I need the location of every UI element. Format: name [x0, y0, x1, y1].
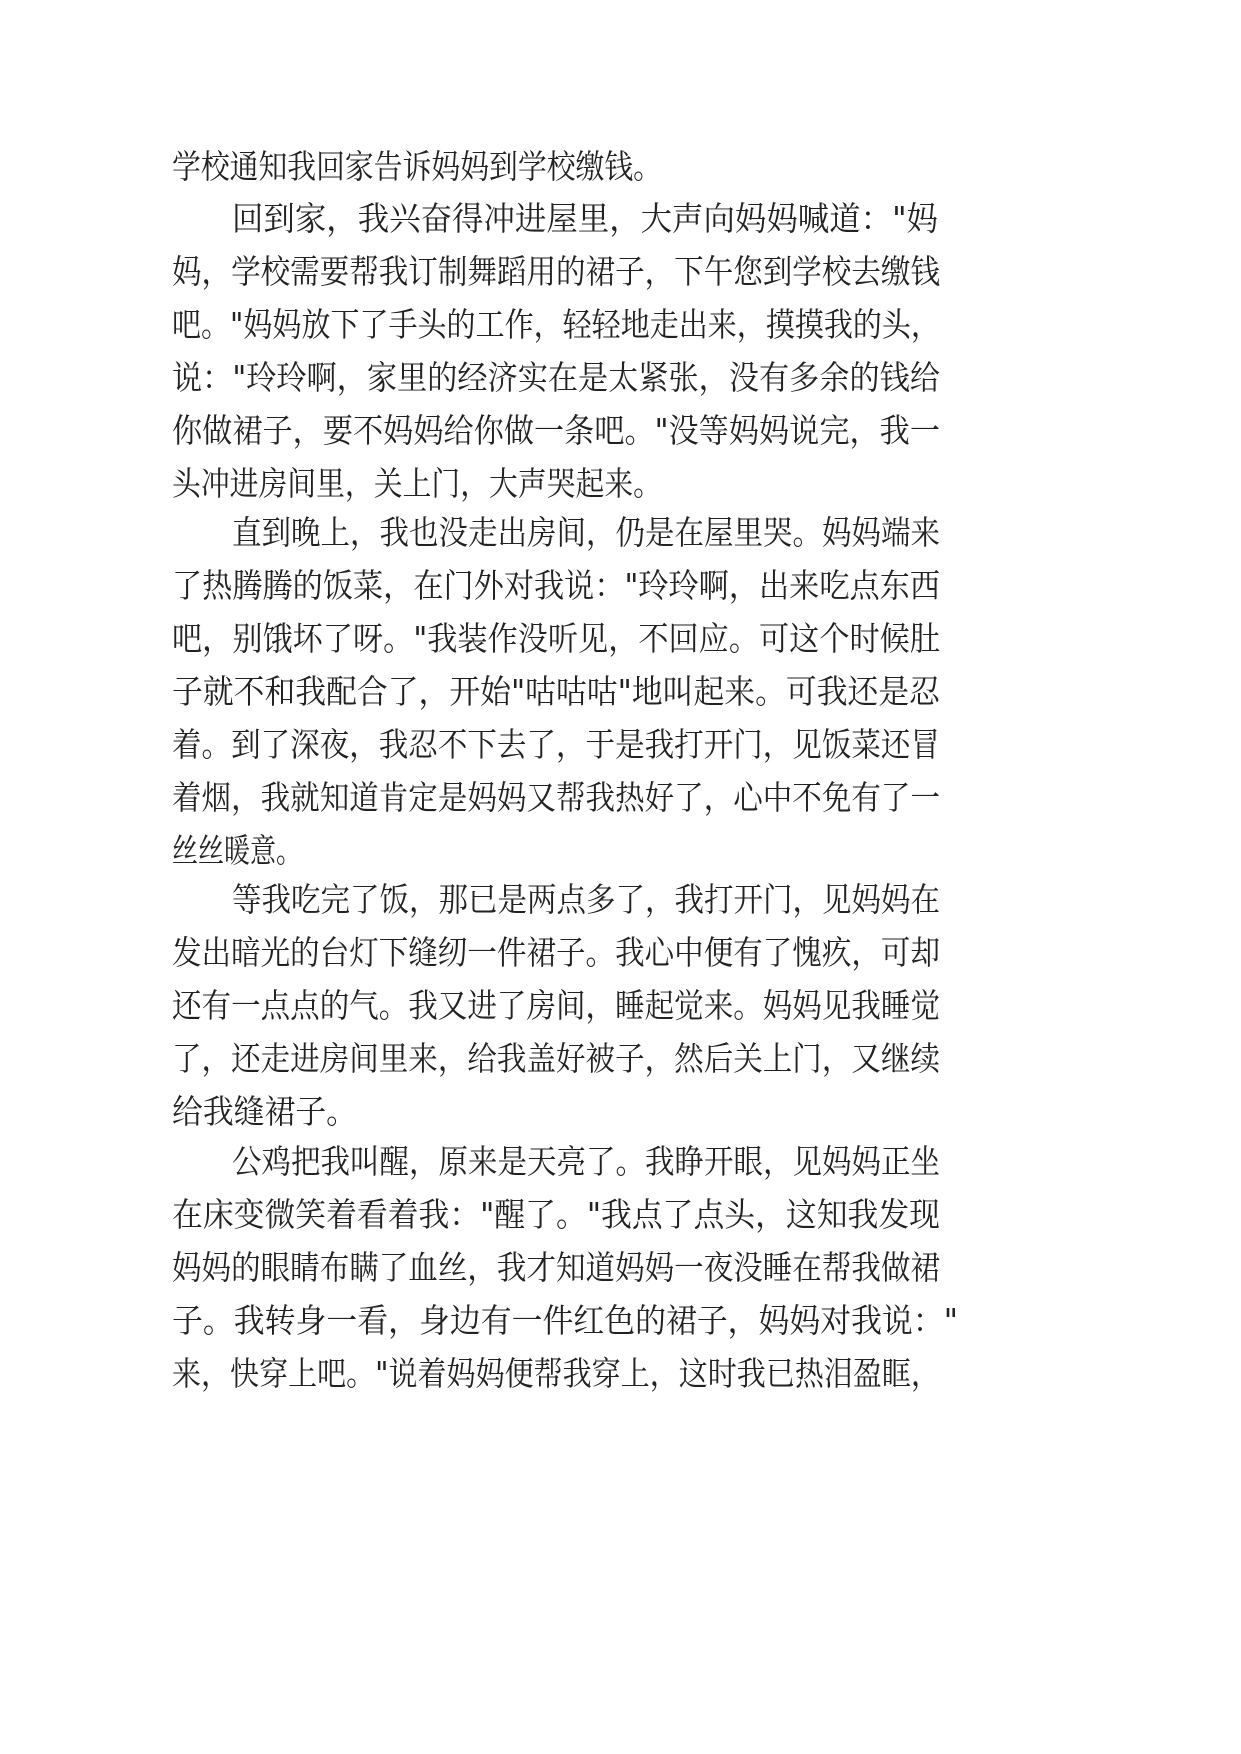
text-line — [0, 715, 1241, 775]
text-line-content: 等我吃完了饭，那已是两点多了，我打开门，见妈妈在 — [232, 880, 940, 919]
text-line — [0, 242, 1241, 302]
text-line — [0, 870, 1241, 930]
text-line-content: 给我缝裙子。 — [172, 1092, 357, 1131]
text-line — [0, 556, 1241, 616]
text-line — [0, 401, 1241, 461]
text-line-content: 子就不和我配合了，开始"咕咕咕"地叫起来。可我还是忍 — [172, 672, 941, 711]
text-line — [0, 137, 1241, 197]
text-line — [0, 503, 1241, 563]
text-line-content: 来，快穿上吧。"说着妈妈便帮我穿上，这时我已热泪盈眶， — [172, 1354, 940, 1393]
text-line — [0, 1132, 1241, 1192]
text-line — [0, 1344, 1241, 1404]
text-line — [0, 976, 1241, 1036]
text-line — [0, 923, 1241, 983]
text-line — [0, 295, 1241, 355]
text-line-content: 子。我转身一看，身边有一件红色的裙子，妈妈对我说：" — [172, 1301, 958, 1340]
text-line-content: 了，还走进房间里来，给我盖好被子，然后关上门，又继续 — [172, 1039, 940, 1078]
text-line-content: 回到家，我兴奋得冲进屋里，大声向妈妈喊道："妈 — [232, 199, 938, 238]
text-line — [0, 1238, 1241, 1298]
text-line-content: 丝丝暖意。 — [172, 831, 303, 870]
text-line-content: 学校通知我回家告诉妈妈到学校缴钱。 — [172, 147, 662, 186]
text-line — [0, 768, 1241, 828]
text-line — [0, 348, 1241, 408]
text-line-content: 着。到了深夜，我忍不下去了，于是我打开门，见饭菜还冒 — [172, 725, 940, 764]
text-line-content: 着烟，我就知道肯定是妈妈又帮我热好了，心中不免有了一 — [172, 778, 940, 817]
text-line-content: 妈妈的眼睛布瞒了血丝，我才知道妈妈一夜没睡在帮我做裙 — [172, 1248, 940, 1287]
text-line — [0, 609, 1241, 669]
text-line-content: 了热腾腾的饭菜，在门外对我说："玲玲啊，出来吃点东西 — [172, 566, 941, 605]
text-line-content: 头冲进房间里，关上门，大声哭起来。 — [172, 464, 662, 503]
text-line-content: 你做裙子，要不妈妈给你做一条吧。"没等妈妈说完，我一 — [172, 411, 941, 450]
text-line-content: 吧。"妈妈放下了手头的工作，轻轻地走出来，摸摸我的头， — [172, 305, 940, 344]
text-line-content: 发出暗光的台灯下缝纫一件裙子。我心中便有了愧疚，可却 — [172, 933, 940, 972]
text-line-content: 还有一点点的气。我又进了房间，睡起觉来。妈妈见我睡觉 — [172, 986, 940, 1025]
text-line-content: 吧，别饿坏了呀。"我装作没听见，不回应。可这个时候肚 — [172, 619, 941, 658]
text-line-content: 妈，学校需要帮我订制舞蹈用的裙子，下午您到学校去缴钱 — [172, 252, 940, 291]
text-line — [0, 1185, 1241, 1245]
text-line — [0, 189, 1241, 249]
text-line-content: 直到晚上，我也没走出房间，仍是在屋里哭。妈妈端来 — [232, 513, 940, 552]
text-line-content: 说："玲玲啊，家里的经济实在是太紧张，没有多余的钱给 — [172, 358, 941, 397]
text-line — [0, 1029, 1241, 1089]
text-line-content: 公鸡把我叫醒，原来是天亮了。我睁开眼，见妈妈正坐 — [232, 1142, 940, 1181]
text-line — [0, 1291, 1241, 1351]
text-line — [0, 662, 1241, 722]
text-line-content: 在床变微笑着看着我："醒了。"我点了点头，这知我发现 — [172, 1195, 941, 1234]
